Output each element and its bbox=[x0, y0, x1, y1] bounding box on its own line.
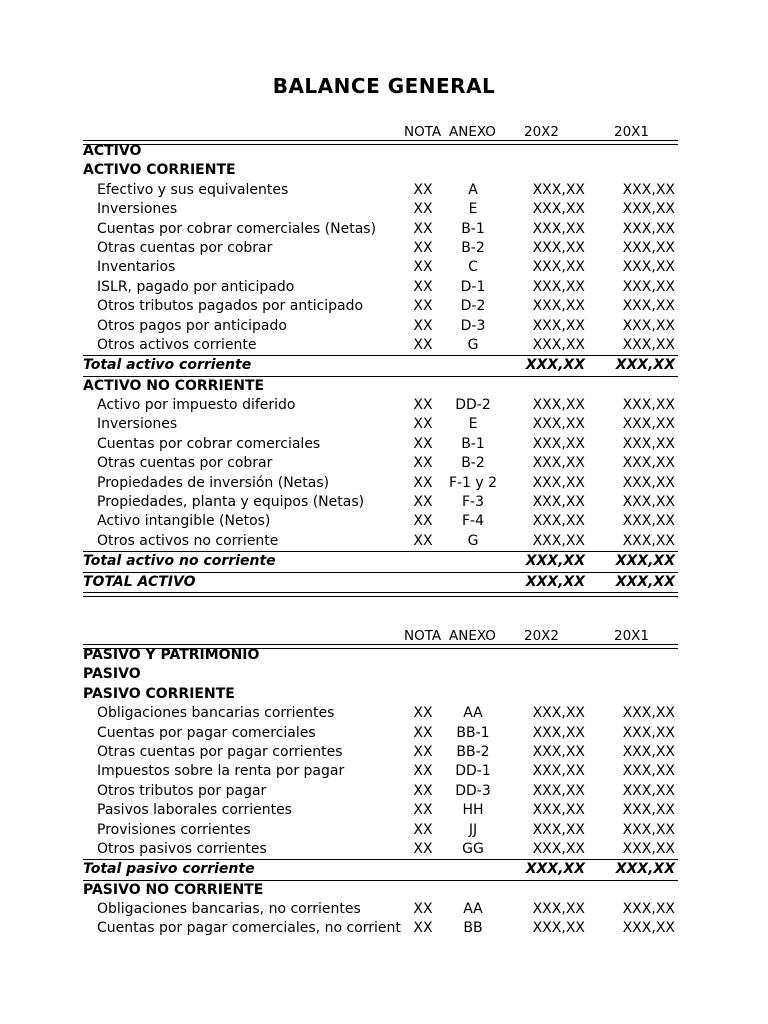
row-nota: XX bbox=[413, 901, 433, 918]
row-nota: XX bbox=[413, 317, 433, 334]
row-label: Provisiones corrientes bbox=[97, 821, 251, 838]
row-value-20x1: XXX,XX bbox=[622, 920, 675, 937]
row-label: Otros tributos por pagar bbox=[97, 782, 267, 799]
row-label: Otras cuentas por cobrar bbox=[97, 239, 273, 256]
row-value-20x1: XXX,XX bbox=[622, 278, 675, 295]
row-anexo: G bbox=[467, 532, 479, 549]
total-activo-corriente: Total activo corriente XXX,XX XXX,XX bbox=[83, 357, 675, 374]
row-label: Impuestos sobre la renta por pagar bbox=[97, 763, 345, 780]
table-row bbox=[83, 454, 678, 473]
row-value-20x1: XXX,XX bbox=[622, 455, 675, 472]
row-value-20x2: XXX,XX bbox=[532, 435, 585, 452]
heading-activo-no-corriente: ACTIVO NO CORRIENTE bbox=[83, 377, 265, 394]
row-anexo: B-1 bbox=[461, 220, 485, 237]
row-anexo: A bbox=[468, 181, 478, 198]
row-value-20x1: XXX,XX bbox=[622, 220, 675, 237]
row-value-20x2: XXX,XX bbox=[532, 920, 585, 937]
total-pasivo-corriente: Total pasivo corriente XXX,XX XXX,XX bbox=[83, 861, 675, 878]
row-value-20x2: XXX,XX bbox=[532, 181, 585, 198]
table-row bbox=[83, 200, 678, 219]
table-row bbox=[83, 801, 678, 820]
row-label: Otros pasivos corrientes bbox=[97, 840, 267, 857]
row-label: Obligaciones bancarias corrientes bbox=[97, 705, 335, 722]
header-anexo: ANEXO bbox=[449, 628, 496, 644]
table-row bbox=[83, 532, 678, 551]
row-anexo: E bbox=[468, 416, 478, 433]
row-value-20x2: XXX,XX bbox=[532, 336, 585, 353]
row-value-20x1: XXX,XX bbox=[622, 840, 675, 857]
row-value-20x1: XXX,XX bbox=[622, 317, 675, 334]
row-label: Pasivos laborales corrientes bbox=[97, 802, 292, 819]
header-20x2: 20X2 bbox=[524, 124, 560, 140]
heading-pasivo-no-corriente: PASIVO NO CORRIENTE bbox=[83, 881, 264, 898]
row-anexo: BB-2 bbox=[456, 743, 490, 760]
row-nota: XX bbox=[413, 239, 433, 256]
row-anexo: GG bbox=[462, 840, 484, 857]
row-nota: XX bbox=[413, 920, 433, 937]
row-value-20x2: XXX,XX bbox=[532, 705, 585, 722]
row-value-20x1: XXX,XX bbox=[622, 802, 675, 819]
row-nota: XX bbox=[413, 763, 433, 780]
table-row bbox=[83, 919, 678, 938]
row-label: Cuentas por pagar comerciales bbox=[97, 724, 316, 741]
row-value-20x2: XXX,XX bbox=[532, 201, 585, 218]
row-anexo: D-1 bbox=[460, 278, 486, 295]
row-nota: XX bbox=[413, 840, 433, 857]
row-label: Cuentas por cobrar comerciales bbox=[97, 435, 321, 452]
row-label: Otras cuentas por cobrar bbox=[97, 455, 273, 472]
row-value-20x1: XXX,XX bbox=[622, 743, 675, 760]
table-row bbox=[83, 743, 678, 762]
row-anexo: JJ bbox=[468, 821, 478, 838]
row-nota: XX bbox=[413, 474, 433, 491]
row-nota: XX bbox=[413, 220, 433, 237]
row-anexo: DD-2 bbox=[455, 397, 491, 414]
row-value-20x1: XXX,XX bbox=[622, 513, 675, 530]
row-value-20x2: XXX,XX bbox=[532, 724, 585, 741]
activo-section bbox=[83, 124, 678, 597]
row-value-20x2: XXX,XX bbox=[532, 782, 585, 799]
row-anexo: B-1 bbox=[461, 435, 485, 452]
row-anexo: C bbox=[468, 259, 478, 276]
page-title: BALANCE GENERAL bbox=[272, 74, 496, 98]
table-row bbox=[83, 821, 678, 840]
table-row bbox=[83, 297, 678, 316]
table-row bbox=[83, 336, 678, 355]
total-activo-no-corriente: Total activo no corriente XXX,XX XXX,XX bbox=[83, 553, 675, 570]
table-row bbox=[83, 396, 678, 415]
row-value-20x1: XXX,XX bbox=[622, 901, 675, 918]
row-value-20x1: XXX,XX bbox=[622, 474, 675, 491]
row-nota: XX bbox=[413, 802, 433, 819]
row-anexo: E bbox=[468, 201, 478, 218]
row-nota: XX bbox=[413, 743, 433, 760]
row-label: Otros activos corriente bbox=[97, 336, 257, 353]
row-label: Otros tributos pagados por anticipado bbox=[97, 298, 364, 315]
row-nota: XX bbox=[413, 724, 433, 741]
row-value-20x1: XXX,XX bbox=[622, 705, 675, 722]
row-value-20x2: XXX,XX bbox=[532, 802, 585, 819]
table-row bbox=[83, 258, 678, 277]
row-anexo: B-2 bbox=[461, 455, 485, 472]
row-value-20x1: XXX,XX bbox=[622, 724, 675, 741]
row-value-20x1: XXX,XX bbox=[622, 181, 675, 198]
row-label: Otros pagos por anticipado bbox=[97, 317, 287, 334]
row-value-20x1: XXX,XX bbox=[622, 239, 675, 256]
row-anexo: AA bbox=[463, 901, 483, 918]
row-nota: XX bbox=[413, 532, 433, 549]
row-label: Otros activos no corriente bbox=[97, 532, 279, 549]
row-value-20x1: XXX,XX bbox=[622, 821, 675, 838]
row-value-20x1: XXX,XX bbox=[622, 416, 675, 433]
row-value-20x2: XXX,XX bbox=[532, 763, 585, 780]
total-activo: TOTAL ACTIVO XXX,XX XXX,XX bbox=[83, 573, 675, 590]
row-value-20x1: XXX,XX bbox=[622, 336, 675, 353]
table-row bbox=[83, 724, 678, 743]
table-row bbox=[83, 704, 678, 723]
row-value-20x1: XXX,XX bbox=[622, 201, 675, 218]
header-nota: NOTA bbox=[404, 628, 442, 644]
row-value-20x2: XXX,XX bbox=[532, 743, 585, 760]
row-value-20x1: XXX,XX bbox=[622, 397, 675, 414]
table-row bbox=[83, 415, 678, 434]
row-value-20x2: XXX,XX bbox=[532, 416, 585, 433]
table-row bbox=[83, 840, 678, 859]
row-value-20x2: XXX,XX bbox=[532, 901, 585, 918]
row-value-20x2: XXX,XX bbox=[532, 278, 585, 295]
row-nota: XX bbox=[413, 821, 433, 838]
row-anexo: B-2 bbox=[461, 239, 485, 256]
row-value-20x2: XXX,XX bbox=[532, 513, 585, 530]
row-anexo: F-1 y 2 bbox=[448, 474, 498, 491]
row-label: Inversiones bbox=[97, 416, 178, 433]
row-value-20x2: XXX,XX bbox=[532, 220, 585, 237]
row-label: Cuentas por cobrar comerciales (Netas) bbox=[97, 220, 377, 237]
row-nota: XX bbox=[413, 278, 433, 295]
table-row bbox=[83, 181, 678, 200]
row-anexo: BB-1 bbox=[456, 724, 490, 741]
heading-pasivo-patrimonio: PASIVO Y PATRIMONIO bbox=[83, 647, 260, 663]
row-nota: XX bbox=[413, 455, 433, 472]
row-nota: XX bbox=[413, 259, 433, 276]
row-value-20x2: XXX,XX bbox=[532, 840, 585, 857]
table-row bbox=[83, 278, 678, 297]
pasivo-section bbox=[83, 628, 678, 939]
row-anexo: G bbox=[467, 336, 479, 353]
row-nota: XX bbox=[413, 298, 433, 315]
row-nota: XX bbox=[413, 201, 433, 218]
row-nota: XX bbox=[413, 336, 433, 353]
table-row bbox=[83, 220, 678, 239]
row-anexo: DD-1 bbox=[455, 763, 491, 780]
heading-activo-corriente: ACTIVO CORRIENTE bbox=[83, 162, 236, 179]
row-value-20x2: XXX,XX bbox=[532, 298, 585, 315]
heading-pasivo-corriente: PASIVO CORRIENTE bbox=[83, 685, 235, 702]
row-nota: XX bbox=[413, 181, 433, 198]
row-value-20x1: XXX,XX bbox=[622, 435, 675, 452]
row-value-20x2: XXX,XX bbox=[532, 474, 585, 491]
row-nota: XX bbox=[413, 705, 433, 722]
header-20x2: 20X2 bbox=[524, 628, 560, 644]
row-label: Efectivo y sus equivalentes bbox=[97, 181, 289, 198]
column-headers-pasivo bbox=[83, 628, 678, 644]
total-activo-double-rule bbox=[83, 592, 678, 597]
row-anexo: D-3 bbox=[460, 317, 486, 334]
row-label: Activo por impuesto diferido bbox=[97, 397, 296, 414]
row-anexo: BB bbox=[463, 920, 483, 937]
row-label: Propiedades de inversión (Netas) bbox=[97, 474, 330, 491]
header-20x1: 20X1 bbox=[614, 628, 650, 644]
row-anexo: D-2 bbox=[460, 298, 486, 315]
row-nota: XX bbox=[413, 782, 433, 799]
row-label: Propiedades, planta y equipos (Netas) bbox=[97, 494, 365, 511]
table-row bbox=[83, 239, 678, 258]
row-value-20x1: XXX,XX bbox=[622, 532, 675, 549]
table-row bbox=[83, 474, 678, 493]
row-label: Cuentas por pagar comerciales, no corrient bbox=[97, 920, 401, 937]
table-row bbox=[83, 512, 678, 531]
row-value-20x1: XXX,XX bbox=[622, 494, 675, 511]
row-value-20x2: XXX,XX bbox=[532, 259, 585, 276]
row-nota: XX bbox=[413, 494, 433, 511]
table-row bbox=[83, 762, 678, 781]
row-label: Inversiones bbox=[97, 201, 178, 218]
row-nota: XX bbox=[413, 435, 433, 452]
row-nota: XX bbox=[413, 416, 433, 433]
row-anexo: AA bbox=[463, 705, 483, 722]
table-row bbox=[83, 900, 678, 919]
header-20x1: 20X1 bbox=[614, 124, 650, 140]
table-row bbox=[83, 435, 678, 454]
row-label: ISLR, pagado por anticipado bbox=[97, 278, 295, 295]
row-label: Activo intangible (Netos) bbox=[97, 513, 271, 530]
table-row bbox=[83, 317, 678, 336]
row-nota: XX bbox=[413, 513, 433, 530]
row-value-20x2: XXX,XX bbox=[532, 821, 585, 838]
row-anexo: HH bbox=[462, 802, 484, 819]
row-value-20x1: XXX,XX bbox=[622, 298, 675, 315]
header-nota: NOTA bbox=[404, 124, 442, 140]
column-headers bbox=[83, 124, 678, 140]
heading-activo: ACTIVO bbox=[83, 143, 142, 159]
row-label: Otras cuentas por pagar corrientes bbox=[97, 743, 343, 760]
row-value-20x1: XXX,XX bbox=[622, 782, 675, 799]
row-anexo: DD-3 bbox=[455, 782, 491, 799]
heading-pasivo: PASIVO bbox=[83, 666, 141, 683]
row-value-20x2: XXX,XX bbox=[532, 532, 585, 549]
row-value-20x1: XXX,XX bbox=[622, 259, 675, 276]
row-value-20x2: XXX,XX bbox=[532, 317, 585, 334]
row-value-20x2: XXX,XX bbox=[532, 494, 585, 511]
row-value-20x1: XXX,XX bbox=[622, 763, 675, 780]
row-value-20x2: XXX,XX bbox=[532, 455, 585, 472]
row-anexo: F-4 bbox=[461, 513, 484, 530]
row-nota: XX bbox=[413, 397, 433, 414]
table-row bbox=[83, 782, 678, 801]
row-anexo: F-3 bbox=[461, 494, 484, 511]
row-label: Obligaciones bancarias, no corrientes bbox=[97, 901, 361, 918]
row-label: Inventarios bbox=[97, 259, 176, 276]
table-row bbox=[83, 493, 678, 512]
row-value-20x2: XXX,XX bbox=[532, 239, 585, 256]
row-value-20x2: XXX,XX bbox=[532, 397, 585, 414]
header-anexo: ANEXO bbox=[449, 124, 496, 140]
